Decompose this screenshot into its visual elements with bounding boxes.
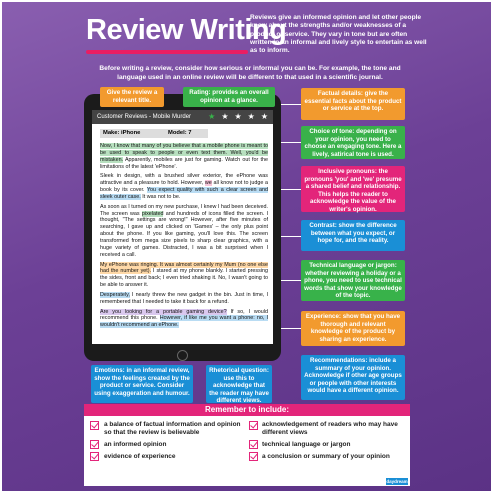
callout-recommendations: Recommendations: include a summary of your opinion. Acknowledge if other age groups or people with other interests would have a different opinion. bbox=[301, 355, 405, 400]
screen-header-title: Customer Reviews - Mobile Murder bbox=[97, 114, 192, 120]
callout-pronouns: Inclusive pronouns: the pronouns 'you' and 'we' presume a shared belief and relationship. This helps the reader to acknowledge the value of the writer's opinion. bbox=[301, 166, 405, 212]
review-text-span: all know not to judge a book by its cover. bbox=[100, 180, 268, 194]
star-icon: ★ bbox=[247, 112, 256, 121]
callout-title: Give the review a relevant title. bbox=[100, 87, 164, 107]
review-text-span: As soon as I turned on my new purchase, I knew I had been deceived. The screen was bbox=[100, 203, 268, 217]
emotion-highlight: Desperately, bbox=[100, 291, 130, 298]
callout-technical-language: Technical language or jargon: whether reviewing a holiday or a phone, you need to use technical words that show your knowledge of the topic. bbox=[301, 260, 405, 301]
subintro-text: Before writing a review, consider how serious or informal you can be. For example, the tone and language used in an online review will be different to that used in a scientific journal. bbox=[99, 65, 401, 81]
recommendation-highlight: However, if like me you want a phone: no, I wouldn't recommend an ePhone. bbox=[100, 315, 268, 329]
pronoun-highlight: we bbox=[204, 180, 212, 187]
question-highlight: Are you looking for a portable gaming device? bbox=[100, 308, 227, 315]
model-label: Model: 7 bbox=[168, 130, 192, 136]
make-label: Make: iPhone bbox=[103, 130, 141, 136]
remember-item: technical language or jargon bbox=[262, 441, 351, 448]
brand-logo: daydream bbox=[386, 479, 408, 484]
star-icon: ★ bbox=[208, 112, 217, 121]
remember-item: a conclusion or summary of your opinion bbox=[262, 453, 390, 460]
review-text-span: I stared at my phone blankly. I started pressing the sides, front and back; I even tried shaking it. No, I wasn't going to be able to answer it. bbox=[100, 268, 268, 289]
remember-item: evidence of experience bbox=[104, 453, 176, 460]
tone-highlight: Now, I know that many of you believe that a mobile phone is meant to be used to speak to people or even text them. Well, you'd be mistaken. bbox=[100, 143, 268, 163]
contrast-highlight: You expect quality with such a clear screen and sleek outer case. bbox=[100, 187, 268, 200]
review-text-span: If so, I would recommend this phone. bbox=[100, 308, 268, 322]
star-icon: ★ bbox=[260, 112, 269, 121]
page-title: Review Writing bbox=[86, 14, 287, 46]
remember-title: Remember to include: bbox=[84, 404, 410, 416]
remember-item: a balance of factual information and opinion so that the review is believable bbox=[104, 421, 241, 436]
callout-rhetorical-question: Rhetorical question: use this to acknowledge that the reader may have different views. bbox=[206, 365, 272, 403]
review-text-span: It was not to be. bbox=[140, 193, 181, 200]
intro-text: Reviews give an informed opinion and let other people know about the strengths and/or weaknesses of a product or service. They vary in tone but are often written in an informal and lively style to entertain as well as to inform. bbox=[250, 14, 427, 55]
callout-rating: Rating: provides an overall opinion at a glance. bbox=[183, 87, 275, 107]
callout-factual-details: Factual details: give the essential facts about the product or service at the top. bbox=[301, 88, 405, 120]
remember-item: an informed opinion bbox=[104, 441, 167, 448]
review-text-span: Apparently, mobiles are just for gaming. Watch out for the limitations of the latest 'ePhone'. bbox=[100, 156, 268, 170]
star-icon: ★ bbox=[221, 112, 230, 121]
callout-tone: Choice of tone: depending on your opinion, you need to choose an engaging tone. Here a lively, satirical tone is used. bbox=[301, 126, 405, 159]
experience-highlight: My ePhone was ringing. It was almost certainly my Mum (no one else had the number yet). bbox=[100, 261, 268, 275]
remember-item: acknowledgement of readers who may have different views bbox=[262, 421, 398, 436]
callout-contrast: Contrast: show the difference between what you expect, or hope for, and the reality. bbox=[301, 220, 405, 251]
review-text-span: and hundreds of icons filled the screen. I thought, "The settings are wrong!" However, after five minutes of searching, I gave up and clicked on 'Games' – the only plus point about the phone. If you like gaming, you'll love this. The screen transformed from mega size pixels to sharp clear graphics, with a huge variety of games. Distracted, I was a bit surprised when I received a call. bbox=[100, 210, 268, 258]
callout-emotions: Emotions: in an informal review, show the feelings created by the product or service. Consider using exaggeration and humour. bbox=[91, 365, 193, 403]
review-text-span: I nearly threw the new gadget in the bin. Just in time, I remembered that I needed to take it back for a refund. bbox=[100, 291, 268, 305]
callout-experience: Experience: show that you have thorough and relevant knowledge of the product by sharing an experience. bbox=[301, 311, 405, 346]
jargon-highlight: pixelated bbox=[141, 210, 164, 217]
star-icon: ★ bbox=[234, 112, 243, 121]
review-text-span: Sleek in design, with a brushed silver exterior, the ePhone was attractive and a pleasure to hold. However, bbox=[100, 173, 268, 187]
